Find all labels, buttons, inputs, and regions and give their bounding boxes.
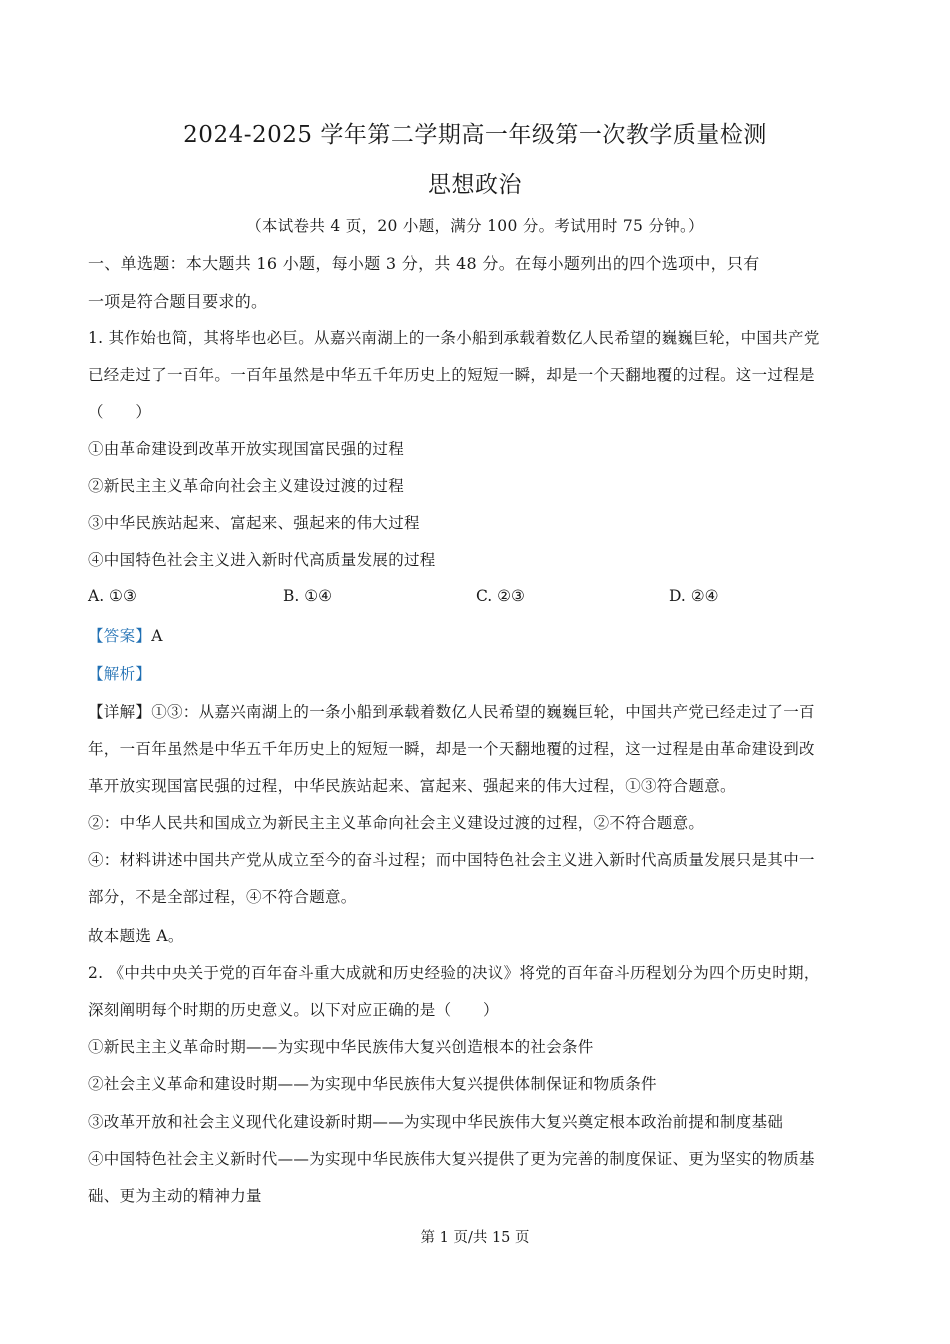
q1-detail-line3: 革开放实现国富民强的过程，中华民族站起来、富起来、强起来的伟大过程，①③符合题意。 [88,777,736,795]
q2-stem-line2: 深刻阐明每个时期的历史意义。以下对应正确的是（ ） [88,1001,499,1019]
subject-title: 思想政治 [428,172,522,198]
q1-detail-line6: 部分，不是全部过程，④不符合题意。 [88,888,357,906]
q1-item: ①由革命建设到改革开放实现国富民强的过程 [88,440,405,458]
exam-title: 2024-2025 学年第二学期高一年级第一次教学质量检测 [183,122,767,148]
detail-text: ①③：从嘉兴南湖上的一条小船到承载着数亿人民希望的巍巍巨轮，中国共产党已经走过了一百 [151,703,815,721]
q1-stem-line1: 1. 其作始也简，其将毕也必巨。从嘉兴南湖上的一条小船到承载着数亿人民希望的巍巍巨轮，中国共产党 [88,329,820,347]
page-number: 第 1 页/共 15 页 [420,1230,530,1246]
q2-item: ①新民主主义革命时期——为实现中华民族伟大复兴创造根本的社会条件 [88,1038,594,1056]
analysis-tag: 【解析】 [88,665,152,683]
q1-analysis [88,662,151,684]
q1-item: ③中华民族站起来、富起来、强起来的伟大过程 [88,514,420,532]
q1-option-a: A. ①③ [88,587,137,605]
detail-tag: 【详解】 [88,703,152,721]
q1-detail-line1 [88,700,815,722]
q1-item: ④中国特色社会主义进入新时代高质量发展的过程 [88,551,436,569]
q1-item: ②新民主主义革命向社会主义建设过渡的过程 [88,477,405,495]
q1-stem-line3: （ ） [88,403,152,421]
exam-instructions: （本试卷共 4 页，20 小题，满分 100 分。考试用时 75 分钟。） [246,217,704,235]
section-heading-line1: 一、单选题：本大题共 16 小题，每小题 3 分，共 48 分。在每小题列出的四个选项中，只有 [88,254,760,273]
answer-value: A [151,627,163,645]
q1-detail-line2: 年，一百年虽然是中华五千年历史上的短短一瞬，却是一个天翻地覆的过程，这一过程是由革命建设到改 [88,740,815,758]
q2-item: ③改革开放和社会主义现代化建设新时期——为实现中华民族伟大复兴奠定根本政治前提和制度基础 [88,1113,784,1131]
section-heading-line2: 一项是符合题目要求的。 [88,292,268,311]
q1-answer [88,624,163,646]
q2-stem-line1: 2. 《中共中央关于党的百年奋斗重大成就和历史经验的决议》将党的百年奋斗历程划分为四个历史时期， [88,964,820,982]
q1-stem-line2: 已经走过了一百年。一百年虽然是中华五千年历史上的短短一瞬，却是一个天翻地覆的过程。这一过程是 [88,366,815,384]
q1-detail-line5: ④：材料讲述中国共产党从成立至今的奋斗过程；而中国特色社会主义进入新时代高质量发展只是其中一 [88,851,815,869]
q1-option-d: D. ②④ [669,587,719,605]
answer-tag: 【答案】 [88,627,152,645]
q2-item: ④中国特色社会主义新时代——为实现中华民族伟大复兴提供了更为完善的制度保证、更为坚实的物质基 [88,1150,815,1168]
q1-option-b: B. ①④ [283,587,333,605]
q2-item: ②社会主义革命和建设时期——为实现中华民族伟大复兴提供体制保证和物质条件 [88,1075,657,1093]
q1-option-c: C. ②③ [476,587,525,605]
q1-conclusion: 故本题选 A。 [88,927,184,945]
q2-item-continued: 础、更为主动的精神力量 [88,1187,262,1205]
q1-detail-line4: ②：中华人民共和国成立为新民主主义革命向社会主义建设过渡的过程，②不符合题意。 [88,814,705,832]
